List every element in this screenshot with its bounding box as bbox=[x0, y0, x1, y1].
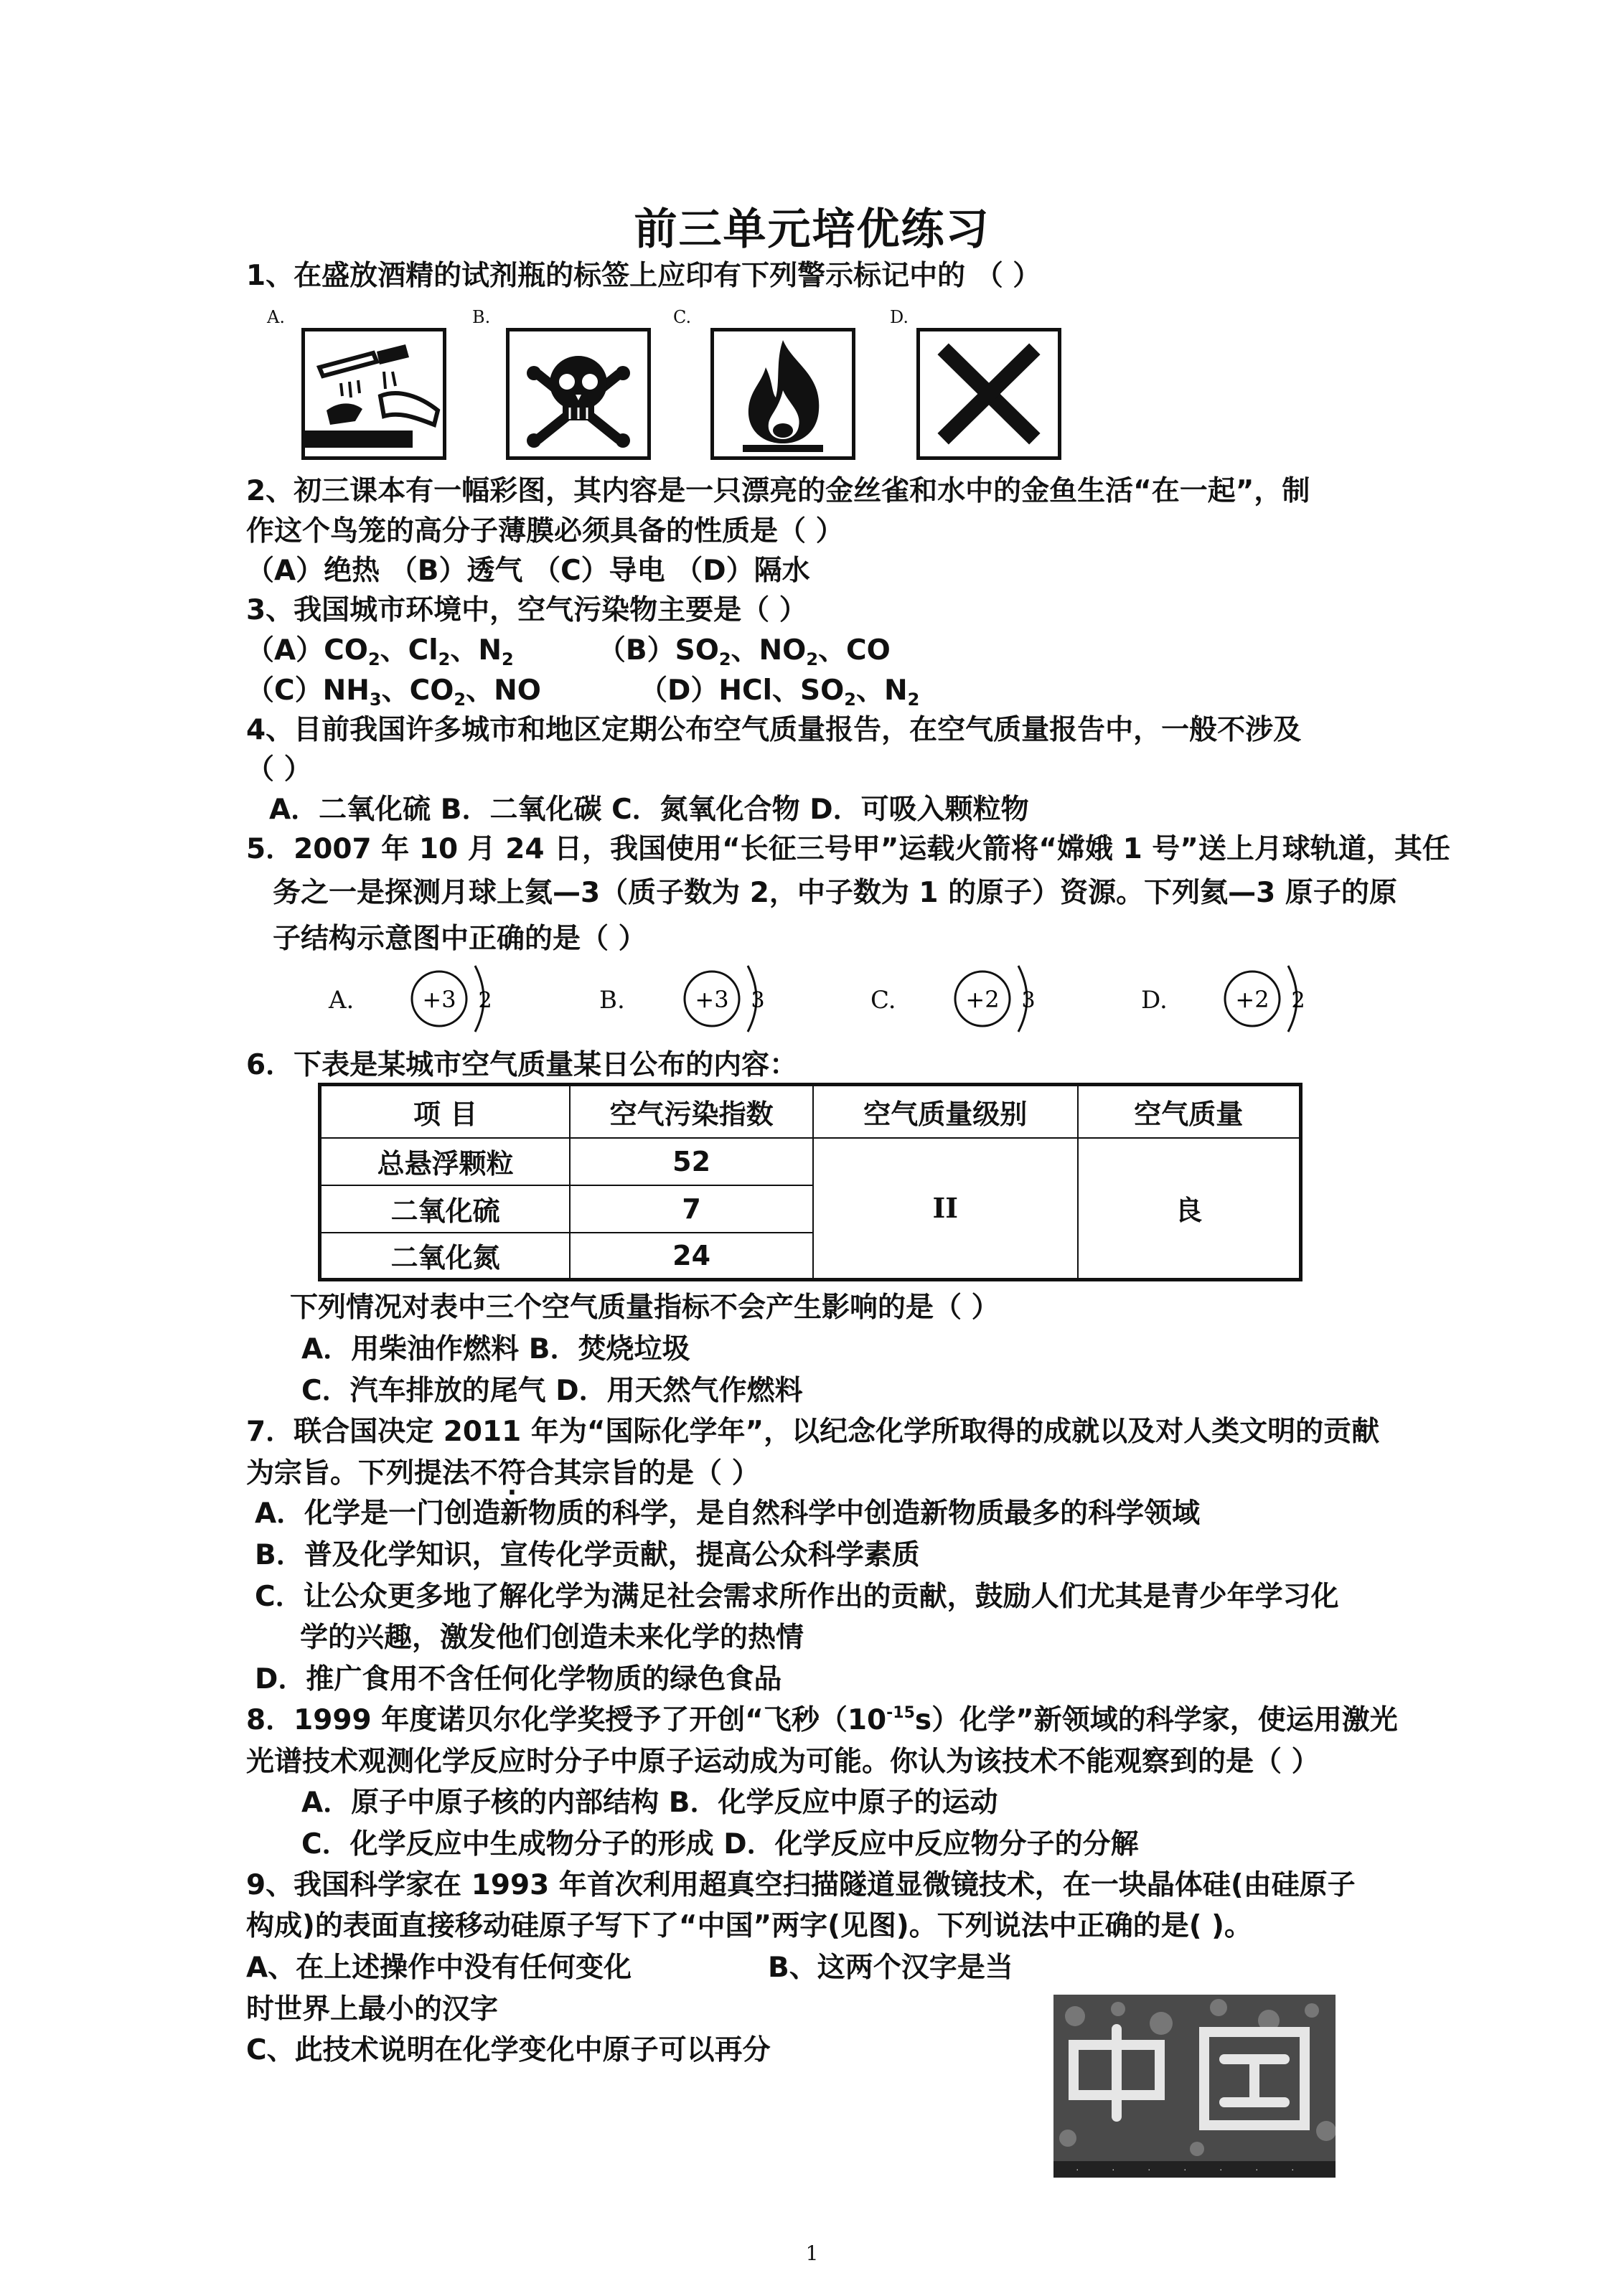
atom-d-diagram bbox=[1222, 959, 1323, 1045]
question-3-options-cd: $(C)NH_3$、$CO_2$、NO （D）HCl、$SO_2$、$N_2$ bbox=[246, 674, 920, 710]
question-9-option-a: A、在上述操作中没有任何变化 bbox=[246, 1952, 632, 1984]
question-4-options: A．二氧化硫 B．二氧化碳 C．氮氧化合物 D．可吸入颗粒物 bbox=[269, 794, 1029, 826]
atom-b-label: B. bbox=[599, 986, 625, 1015]
table-cell-index: 7 bbox=[570, 1185, 813, 1233]
question-6-options-cd: C．汽车排放的尾气 D．用天然气作燃料 bbox=[301, 1375, 803, 1407]
atom-c-diagram bbox=[952, 959, 1053, 1045]
table-cell-quality: 良 bbox=[1078, 1138, 1301, 1280]
question-7-line-2 bbox=[246, 1457, 760, 1491]
table-header: 空气质量级别 bbox=[813, 1085, 1078, 1138]
question-7-text: 为宗旨。下列提法 bbox=[246, 1457, 471, 1490]
page-number: 1 bbox=[805, 2241, 819, 2265]
question-7-option-b: B．普及化学知识，宣传化学贡献，提高公众科学素质 bbox=[255, 1539, 920, 1571]
table-cell-index: 24 bbox=[570, 1233, 813, 1280]
question-6-options-ab: A．用柴油作燃料 B．焚烧垃圾 bbox=[301, 1333, 690, 1365]
sign-a-label: A. bbox=[267, 307, 285, 327]
option-b: （B）SO bbox=[597, 634, 719, 667]
question-5-line-2: 务之一是探测月球上氦—3（质子数为 2，中子数为 1 的原子）资源。下列氦—3 原子的原 bbox=[273, 877, 1397, 909]
question-6: 6．下表是某城市空气质量某日公布的内容： bbox=[246, 1049, 798, 1081]
question-8-options-cd: C．化学反应中生成物分子的形成 D．化学反应中反应物分子的分解 bbox=[301, 1828, 1139, 1860]
svg-text:·: · bbox=[1290, 2165, 1295, 2175]
question-7-line-1: 7．联合国决定 2011 年为“国际化学年”，以纪念化学所取得的成就以及对人类文明的贡献 bbox=[246, 1416, 1380, 1448]
question-8-line-2: 光谱技术观测化学反应时分子中原子运动成为可能。你认为该技术不能观察到的是（ ） bbox=[246, 1746, 1320, 1778]
question-7-option-c-line-1: C．让公众更多地了解化学为满足社会需求所作出的贡献，鼓励人们尤其是青少年学习化 bbox=[255, 1581, 1339, 1613]
question-8-line-1 bbox=[246, 1704, 1398, 1738]
option-a: （A）CO bbox=[246, 634, 368, 667]
page-title: 前三单元培优练习 bbox=[634, 204, 990, 255]
question-9-line-1: 9、我国科学家在 1993 年首次利用超真空扫描隧道显微镜技术，在一块晶体硅(由硅原子 bbox=[246, 1869, 1356, 1901]
sign-c-label: C. bbox=[673, 307, 692, 327]
question-6-sub: 下列情况对表中三个空气质量指标不会产生影响的是（ ） bbox=[290, 1292, 1000, 1324]
table-header: 空气质量 bbox=[1078, 1085, 1301, 1138]
question-9-line-2: 构成)的表面直接移动硅原子写下了“中国”两字(见图)。下列说法中正确的是( )。 bbox=[246, 1910, 1252, 1942]
sign-b-label: B. bbox=[472, 307, 491, 327]
atom-b-shell: 3 bbox=[751, 988, 765, 1013]
svg-text:·: · bbox=[1219, 2165, 1224, 2175]
svg-text:·: · bbox=[1147, 2165, 1152, 2175]
table-cell-item: 总悬浮颗粒 bbox=[320, 1138, 571, 1185]
question-4-line-2: （ ） bbox=[246, 753, 312, 786]
question-1: 1、在盛放酒精的试剂瓶的标签上应印有下列警示标记中的 （ ） bbox=[246, 260, 1041, 292]
svg-text:·: · bbox=[1183, 2165, 1188, 2175]
stm-micrograph-image bbox=[1053, 1995, 1336, 2178]
question-5-line-3: 子结构示意图中正确的是（ ） bbox=[273, 923, 647, 955]
table-cell-item: 二氧化氮 bbox=[320, 1233, 571, 1280]
air-quality-table bbox=[318, 1083, 1303, 1281]
atom-d-shell: 2 bbox=[1291, 988, 1305, 1013]
table-row bbox=[320, 1138, 1301, 1185]
svg-text:·: · bbox=[1254, 2165, 1259, 2175]
question-7-option-c-line-2: 学的兴趣，激发他们创造未来化学的热情 bbox=[300, 1622, 804, 1654]
question-2-options: （A）绝热 （B）透气 （C）导电 （D）隔水 bbox=[246, 555, 810, 587]
question-3: 3、我国城市环境中，空气污染物主要是（ ） bbox=[246, 594, 807, 626]
corrosive-icon bbox=[301, 328, 446, 460]
question-2-line-1: 2、初三课本有一幅彩图，其内容是一只漂亮的金丝雀和水中的金鱼生活“在一起”，制 bbox=[246, 475, 1310, 507]
question-8-text: 8．1999 年度诺贝尔化学奖授予了开创“飞秒（10 bbox=[246, 1704, 887, 1736]
flammable-flame-icon bbox=[710, 328, 855, 460]
atom-c-label: C. bbox=[870, 986, 896, 1015]
atom-b-diagram bbox=[682, 959, 782, 1045]
table-header-row bbox=[320, 1085, 1301, 1138]
table-cell-level: II bbox=[813, 1138, 1078, 1280]
question-7-option-d: D．推广食用不含任何化学物质的绿色食品 bbox=[255, 1663, 782, 1695]
harmful-x-icon bbox=[916, 328, 1061, 460]
question-8-text-end: s）化学”新领域的科学家，使运用激光 bbox=[914, 1704, 1398, 1736]
table-header: 项 目 bbox=[320, 1085, 571, 1138]
table-header: 空气污染指数 bbox=[570, 1085, 813, 1138]
atom-d-nucleus: +2 bbox=[1235, 986, 1269, 1013]
question-9-option-b: B、这两个汉字是当 bbox=[768, 1952, 1013, 1984]
question-4-line-1: 4、目前我国许多城市和地区定期公布空气质量报告，在空气质量报告中，一般不涉及 bbox=[246, 714, 1302, 746]
option-c: （C）NH bbox=[246, 674, 370, 707]
atom-d-label: D. bbox=[1141, 986, 1168, 1015]
atom-a-shell: 2 bbox=[478, 988, 492, 1013]
question-5-line-1: 5．2007 年 10 月 24 日，我国使用“长征三号甲”运载火箭将“嫦娥 1 号”送上月球轨道，其任 bbox=[246, 833, 1450, 865]
question-2-line-2: 作这个鸟笼的高分子薄膜必须具备的性质是（ ） bbox=[246, 515, 844, 547]
exponent: -15 bbox=[886, 1704, 915, 1722]
table-cell-index: 52 bbox=[570, 1138, 813, 1185]
question-7-text-end: 其宗旨的是（ ） bbox=[554, 1457, 760, 1490]
atom-a-nucleus: +3 bbox=[422, 986, 456, 1013]
atom-b-nucleus: +3 bbox=[695, 986, 729, 1013]
atom-a-label: A. bbox=[329, 986, 355, 1015]
option-d: （D）HCl、SO bbox=[639, 674, 845, 707]
atom-c-shell: 3 bbox=[1021, 988, 1036, 1013]
question-3-options-ab: $(A)CO_2$、$Cl_2$、$N_2$ $(B)SO_2$、$NO_2$、CO bbox=[246, 634, 891, 669]
atom-c-nucleus: +2 bbox=[965, 986, 1000, 1013]
question-9-option-c: C、此技术说明在化学变化中原子可以再分 bbox=[246, 2034, 771, 2066]
question-8-options-ab: A．原子中原子核的内部结构 B．化学反应中原子的运动 bbox=[301, 1787, 998, 1819]
emphasis-text: 不符合 bbox=[470, 1457, 555, 1490]
question-7-option-a: A．化学是一门创造新物质的科学，是自然科学中创造新物质最多的科学领域 bbox=[255, 1497, 1201, 1530]
svg-text:·: · bbox=[1111, 2165, 1116, 2175]
atom-a-diagram bbox=[409, 959, 510, 1045]
question-9-option-b-cont: 时世界上最小的汉字 bbox=[246, 1993, 499, 2026]
table-cell-item: 二氧化硫 bbox=[320, 1185, 571, 1233]
toxic-skull-icon bbox=[506, 328, 651, 460]
sign-d-label: D. bbox=[890, 307, 909, 327]
svg-text:·: · bbox=[1075, 2165, 1080, 2175]
